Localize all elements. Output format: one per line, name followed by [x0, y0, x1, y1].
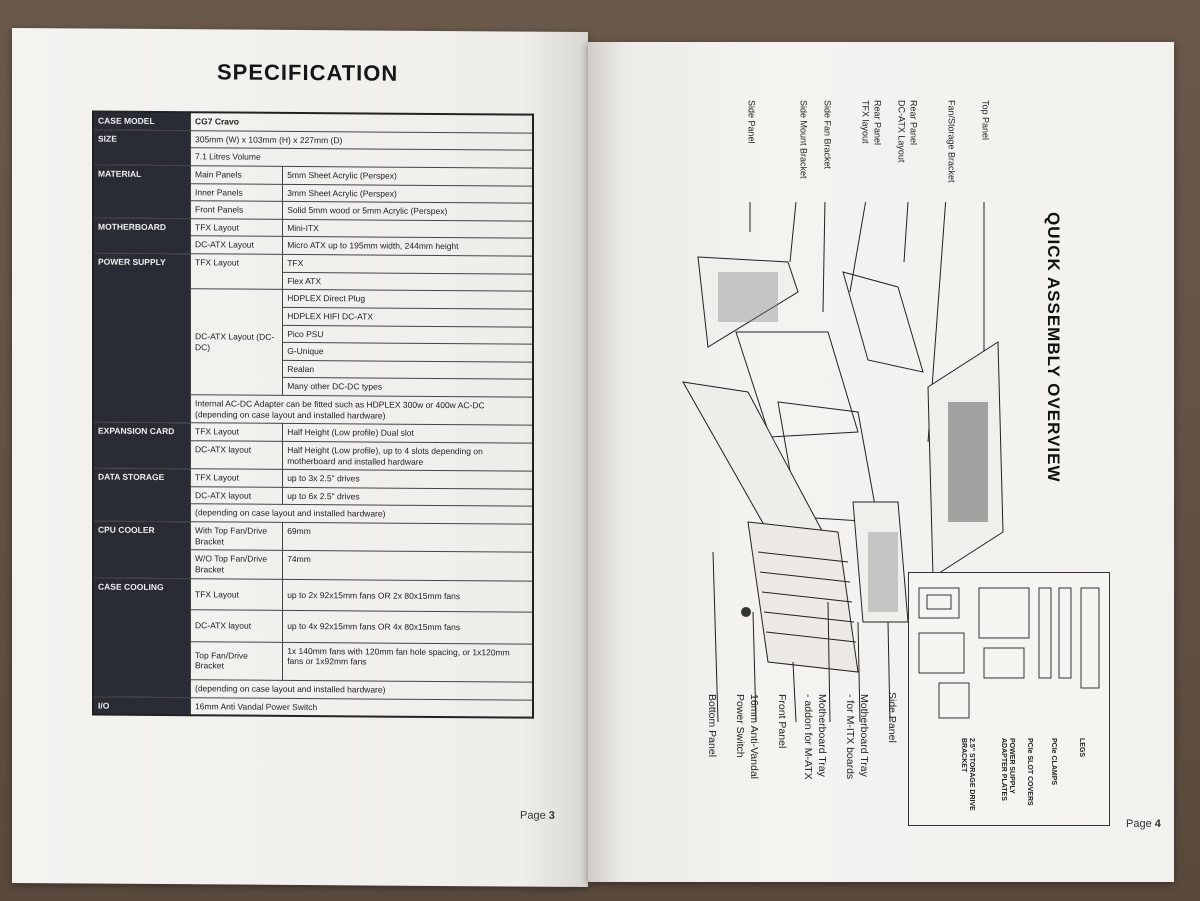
table-row: [93, 218, 533, 239]
value-cell: Half Height (Low profile) Dual slot: [283, 424, 533, 443]
label-mb-tray-matx: Motherboard Tray: [816, 694, 829, 777]
category-cell: CASE COOLING: [93, 578, 191, 698]
legend-pcie-slot-covers: PCIe SLOT COVERS: [1026, 738, 1034, 806]
value-cell: 69mm: [283, 522, 533, 552]
label-cell: (depending on case layout and installed hardware): [191, 504, 534, 524]
label-cell: DC-ATX layout: [191, 610, 283, 642]
value-cell: Solid 5mm wood or 5mm Acrylic (Perspex): [283, 202, 533, 221]
label-cell: TFX Layout: [191, 578, 283, 610]
label-cell: With Top Fan/Drive Bracket: [191, 522, 283, 551]
table-row: [93, 578, 533, 613]
label-cell: TFX Layout: [191, 469, 283, 487]
label-side-panel-bottom: Side Panel: [886, 692, 899, 743]
value-cell: TFX: [283, 254, 533, 273]
table-row: [93, 697, 533, 718]
label-side-mount-bracket: Side Mount Bracket: [798, 100, 809, 179]
label-fan-storage-bracket: Fan/Storage Bracket: [946, 100, 957, 183]
category-cell: POWER SUPPLY: [93, 253, 191, 423]
label-front-panel: Front Panel: [776, 694, 789, 749]
value-cell: Realan: [283, 360, 533, 379]
label-side-fan-bracket: Side Fan Bracket: [822, 100, 833, 170]
category-cell: CASE MODEL: [93, 112, 191, 131]
label-cell: 16mm Anti Vandal Power Switch: [191, 697, 534, 718]
spec-page: [12, 28, 588, 887]
value-cell: HDPLEX Direct Plug: [283, 290, 533, 309]
label-cell: Main Panels: [191, 166, 283, 184]
value-cell: Flex ATX: [283, 272, 533, 291]
table-row: [93, 468, 533, 489]
label-rear-panel-tfx: Rear Panel: [872, 100, 883, 146]
label-cell: (depending on case layout and installed hardware): [191, 680, 534, 700]
accessories-diagram: [909, 573, 1109, 723]
legend-legs: LEGS: [1078, 738, 1086, 758]
label-cell: DC-ATX layout: [191, 486, 283, 504]
value-cell: 5mm Sheet Acrylic (Perspex): [283, 166, 533, 185]
table-row: [93, 253, 533, 274]
page-number: Page 4: [1126, 818, 1161, 830]
legend-pcie-clamps: PCIe CLAMPS: [1050, 738, 1058, 786]
label-mb-tray-matx-note: - addon for M-ATX: [802, 694, 815, 780]
label-cell: TFX Layout: [191, 423, 283, 441]
label-mb-tray-mitx-note: - for M-ITX boards: [844, 694, 857, 780]
label-cell: TFX Layout: [191, 254, 283, 290]
power-switch-icon: [741, 607, 751, 617]
label-cell: DC-ATX Layout (DC-DC): [191, 289, 283, 395]
label-top-panel: Top Panel: [980, 100, 991, 141]
category-cell: CPU COOLER: [93, 521, 191, 578]
label-cell: DC-ATX Layout: [191, 236, 283, 254]
assembly-page: [588, 42, 1174, 882]
category-cell: MOTHERBOARD: [93, 218, 191, 254]
label-cell: Internal AC-DC Adapter can be fitted such as HDPLEX 300w or 400w AC-DC (depending on case layout and installed hardware): [191, 395, 534, 426]
section-title: QUICK ASSEMBLY OVERVIEW: [1044, 212, 1063, 483]
label-cell: 305mm (W) x 103mm (H) x 227mm (D): [191, 130, 534, 150]
value-cell: 3mm Sheet Acrylic (Perspex): [283, 184, 533, 203]
label-cell: Inner Panels: [191, 183, 283, 201]
value-cell: up to 2x 92x15mm fans OR 2x 80x15mm fans: [283, 579, 533, 612]
value-cell: 1x 140mm fans with 120mm fan hole spacing, or 1x120mm fans or 1x92mm fans: [283, 642, 533, 682]
category-cell: EXPANSION CARD: [93, 422, 191, 469]
label-rear-panel-dcatx: Rear Panel: [908, 100, 919, 146]
label-cell: DC-ATX layout: [191, 441, 283, 470]
label-mb-tray-mitx: Motherboard Tray: [858, 694, 871, 777]
label-dcatx-layout: DC-ATX Layout: [896, 100, 907, 163]
value-cell: 74mm: [283, 551, 533, 581]
value-cell: Many other DC-DC types: [283, 378, 533, 397]
label-bottom-panel: Bottom Panel: [706, 694, 719, 758]
label-cell: TFX Layout: [191, 218, 283, 236]
label-cell: CG7 Cravo: [191, 112, 534, 133]
legend-psu-adapter-plates: POWER SUPPLY ADAPTER PLATES: [1000, 738, 1016, 801]
label-tfx-layout: TFX layout: [860, 100, 871, 144]
category-cell: MATERIAL: [93, 165, 191, 219]
category-cell: DATA STORAGE: [93, 468, 191, 522]
category-cell: I/O: [93, 697, 191, 716]
table-row: [93, 130, 533, 151]
label-cell: W/O Top Fan/Drive Bracket: [191, 550, 283, 579]
label-power-switch: Power Switch: [734, 694, 747, 758]
value-cell: Micro ATX up to 195mm width, 244mm height: [283, 237, 533, 256]
label-cell: Top Fan/Drive Bracket: [191, 641, 283, 680]
label-cell: Front Panels: [191, 201, 283, 219]
value-cell: G-Unique: [283, 343, 533, 362]
page-number: Page 3: [520, 809, 555, 822]
value-cell: HDPLEX HIFI DC-ATX: [283, 307, 533, 326]
spec-table: [92, 111, 534, 719]
category-cell: SIZE: [93, 130, 191, 166]
table-row: [93, 422, 533, 443]
page-title: SPECIFICATION: [217, 59, 399, 86]
value-cell: Pico PSU: [283, 325, 533, 344]
accessories-legend: [908, 572, 1110, 826]
legend-storage-bracket: 2.5" STORAGE DRIVE BRACKET: [960, 738, 976, 811]
value-cell: up to 4x 92x15mm fans OR 4x 80x15mm fans: [283, 611, 533, 644]
table-row: [93, 521, 533, 552]
label-anti-vandal: 16mm Anti-Vandal: [748, 694, 761, 780]
value-cell: Mini-ITX: [283, 219, 533, 238]
value-cell: Half Height (Low profile), up to 4 slots depending on motherboard and installed hardware: [283, 441, 533, 471]
value-cell: up to 3x 2.5" drives: [283, 470, 533, 489]
value-cell: up to 6x 2.5" drives: [283, 487, 533, 506]
label-side-panel-top: Side Panel: [746, 100, 757, 144]
table-row: [93, 165, 533, 186]
label-cell: 7.1 Litres Volume: [191, 148, 534, 168]
